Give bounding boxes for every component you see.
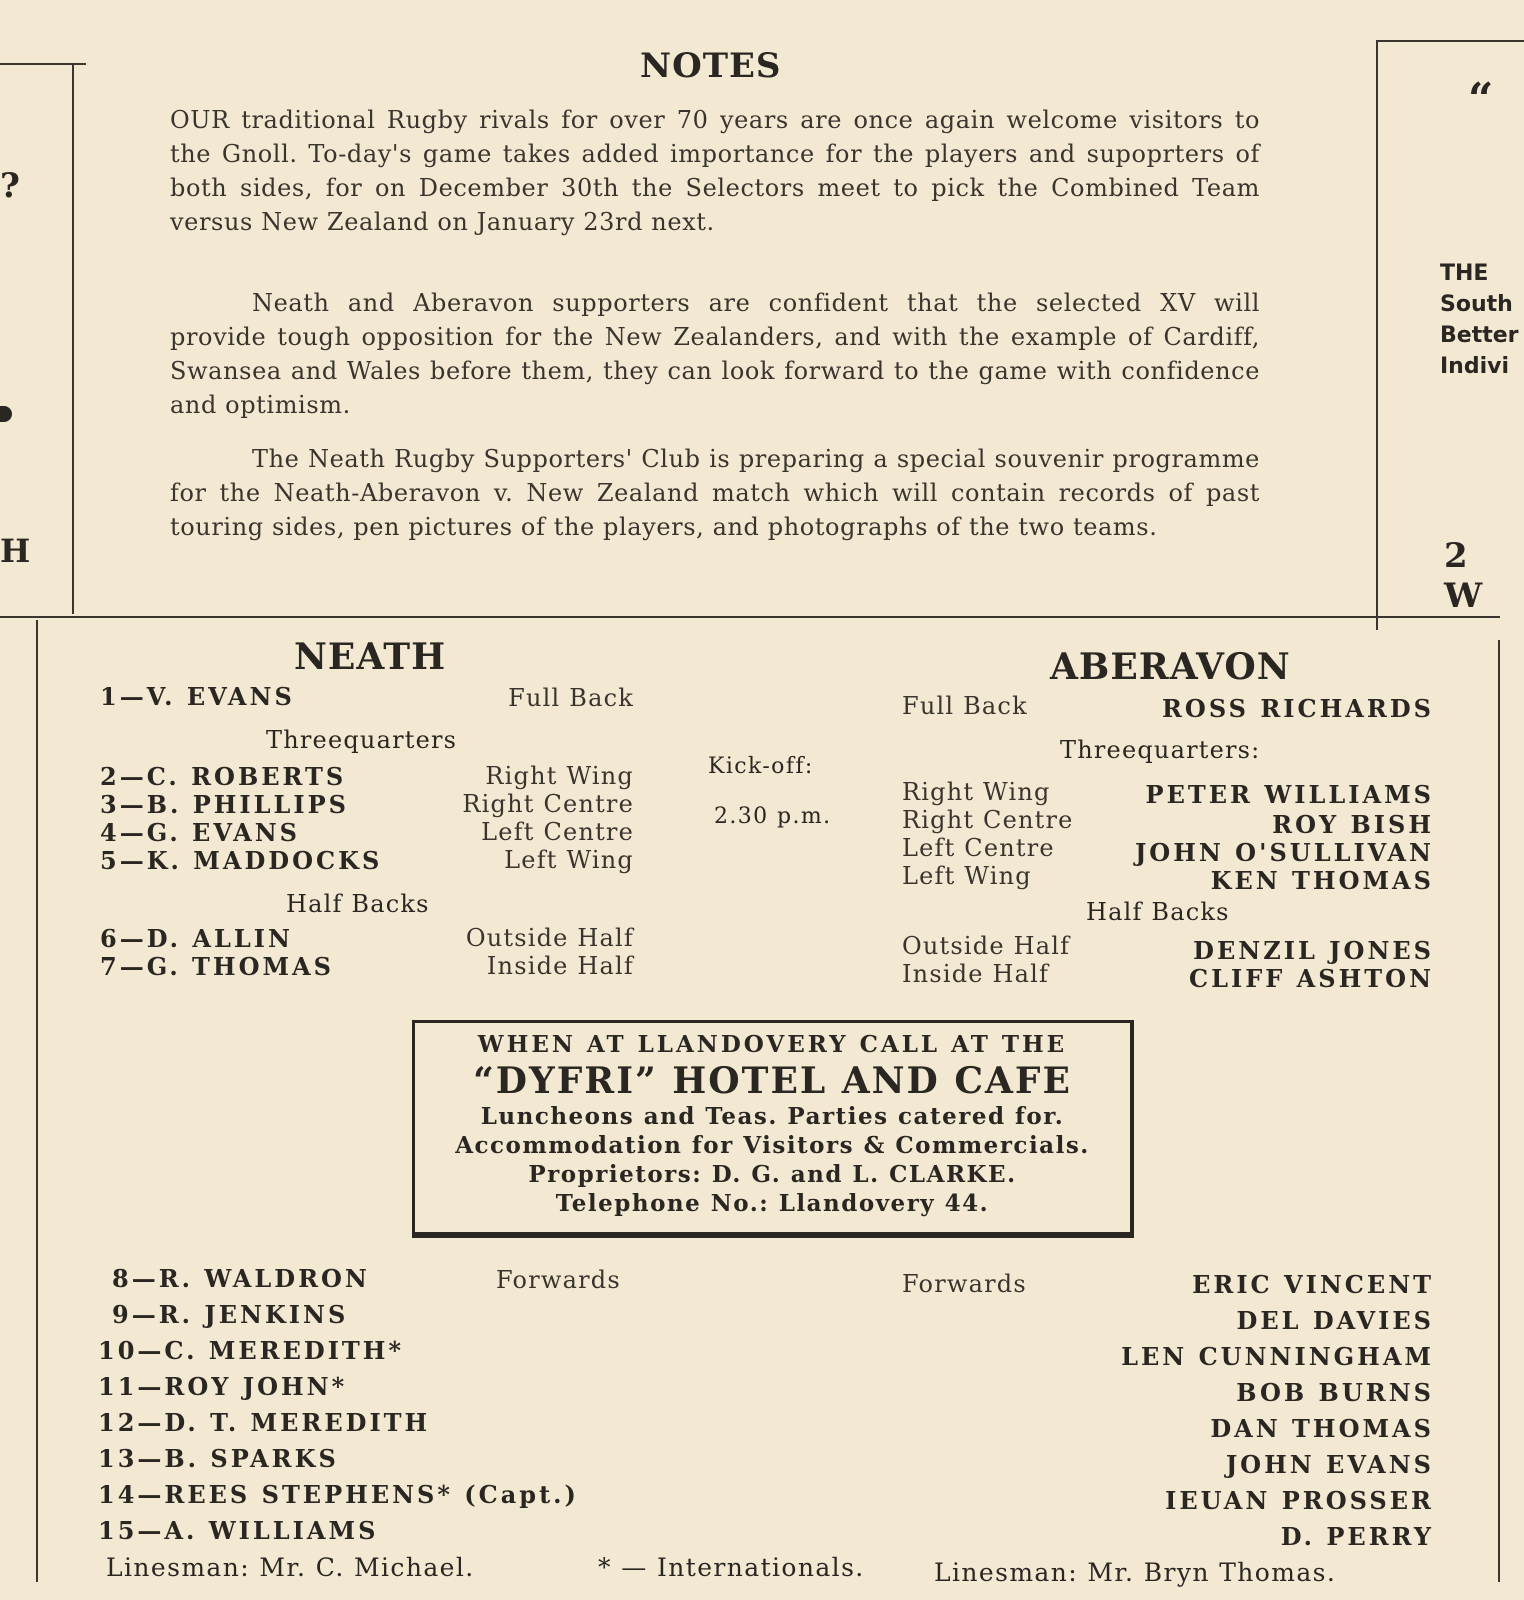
neath-linesman: Linesman: Mr. C. Michael.: [106, 1553, 475, 1582]
right-fragment-line-1: THE: [1440, 261, 1489, 286]
aberavon-forward-5: DAN THOMAS: [1210, 1414, 1434, 1443]
neath-threequarter-name-2: 3—B. PHILLIPS: [100, 790, 349, 819]
neath-forward-2: 9—R. JENKINS: [112, 1300, 349, 1329]
neath-threequarters-label: Threequarters: [266, 726, 458, 754]
right-fragment-line-2: South: [1440, 292, 1513, 317]
advert-line-4: Accommodation for Visitors & Commercials.: [455, 1132, 1090, 1159]
neath-forwards-label: Forwards: [496, 1266, 621, 1294]
aberavon-half-backs-label: Half Backs: [1086, 898, 1230, 926]
aberavon-fullback-position: Full Back: [902, 692, 1028, 720]
aberavon-threequarter-name-2: ROY BISH: [1272, 810, 1434, 839]
neath-fullback-position: Full Back: [508, 684, 634, 712]
neath-threequarter-position-1: Right Wing: [485, 762, 634, 790]
neath-fullback-name: 1—V. EVANS: [100, 682, 295, 711]
neath-half-backs-label: Half Backs: [286, 890, 430, 918]
aberavon-forward-7: IEUAN PROSSER: [1165, 1486, 1434, 1515]
left-fragment-question: ?: [0, 166, 20, 206]
neath-forward-3: 10—C. MEREDITH*: [98, 1336, 405, 1365]
aberavon-half-back-name-2: CLIFF ASHTON: [1189, 964, 1434, 993]
advert-line-1: WHEN AT LLANDOVERY CALL AT THE: [477, 1031, 1068, 1058]
aberavon-threequarters-label: Threequarters:: [1060, 736, 1261, 764]
aberavon-title: ABERAVON: [1050, 646, 1291, 688]
aberavon-threequarter-position-3: Left Centre: [902, 834, 1055, 862]
aberavon-forwards-label: Forwards: [902, 1270, 1027, 1298]
notes-paragraph-2: Neath and Aberavon supporters are confident that the selected XV will provide tough opposition for the New Zealanders, and with the example of Cardiff, Swansea and Wales before them, they can look forward to the game with confidence and optimism.: [170, 289, 1260, 419]
aberavon-forward-3: LEN CUNNINGHAM: [1121, 1342, 1434, 1371]
neath-half-back-name-1: 6—D. ALLIN: [100, 924, 293, 953]
aberavon-threequarter-name-3: JOHN O'SULLIVAN: [1134, 838, 1434, 867]
aberavon-forward-1: ERIC VINCENT: [1192, 1270, 1434, 1299]
notes-bottom-rule: [0, 616, 1500, 618]
aberavon-threequarter-name-4: KEN THOMAS: [1210, 866, 1434, 895]
teams-left-rule: [36, 620, 38, 1582]
aberavon-threequarter-name-1: PETER WILLIAMS: [1145, 780, 1434, 809]
aberavon-fullback-name: ROSS RICHARDS: [1161, 694, 1434, 723]
teams-right-rule: [1498, 640, 1500, 1582]
right-fragment-line-4: Indivi: [1440, 354, 1510, 379]
neath-threequarter-name-3: 4—G. EVANS: [100, 818, 300, 847]
aberavon-threequarter-position-1: Right Wing: [902, 778, 1051, 806]
notes-paragraph-3: The Neath Rugby Supporters' Club is preparing a special souvenir programme for the Neath-Aberavon v. New Zealand match which will contain records of past touring sides, pen pictures of the players, and photographs of the two teams.: [170, 445, 1260, 541]
right-fragment-line-3: Better: [1440, 323, 1519, 348]
neath-threequarter-position-3: Left Centre: [481, 818, 634, 846]
right-fragment-quote: “: [1468, 74, 1494, 125]
kickoff-label: Kick-off:: [708, 754, 814, 779]
left-fragment-letter: H: [0, 532, 31, 570]
neath-title: NEATH: [294, 636, 447, 678]
aberavon-threequarter-position-4: Left Wing: [902, 862, 1032, 890]
neath-threequarter-name-1: 2—C. ROBERTS: [100, 762, 347, 791]
notes-left-rule: [72, 64, 74, 614]
dyfri-hotel-advert: [412, 1020, 1134, 1238]
aberavon-threequarter-position-2: Right Centre: [902, 806, 1074, 834]
aberavon-forward-4: BOB BURNS: [1236, 1378, 1434, 1407]
aberavon-half-back-position-2: Inside Half: [902, 960, 1050, 988]
right-fragment-bottom: 2 W: [1444, 536, 1491, 616]
neath-half-back-name-2: 7—G. THOMAS: [100, 952, 335, 981]
left-fragment-dot: [0, 406, 12, 422]
neath-forward-4: 11—ROY JOHN*: [98, 1372, 348, 1401]
notes-right-rule: [1376, 40, 1378, 630]
neath-threequarter-position-2: Right Centre: [462, 790, 634, 818]
right-box-top-rule: [1376, 40, 1524, 42]
neath-forward-7: 14—REES STEPHENS* (Capt.): [98, 1480, 579, 1509]
aberavon-half-back-name-1: DENZIL JONES: [1193, 936, 1434, 965]
kickoff-time: 2.30 p.m.: [714, 804, 832, 829]
neath-half-back-position-2: Inside Half: [486, 952, 634, 980]
neath-threequarter-position-4: Left Wing: [504, 846, 634, 874]
aberavon-forward-8: D. PERRY: [1280, 1522, 1434, 1551]
neath-threequarter-name-4: 5—K. MADDOCKS: [100, 846, 383, 875]
notes-paragraph-1: OUR traditional Rugby rivals for over 70 years are once again welcome visitors to the Gnoll. To-day's game takes added importance for the players and supoprters of both sides, for on December 30th the Selectors meet to pick the Combined Team versus New Zealand on January 23rd next.: [170, 106, 1260, 236]
aberavon-forward-2: DEL DAVIES: [1236, 1306, 1434, 1335]
neath-forward-8: 15—A. WILLIAMS: [98, 1516, 379, 1545]
aberavon-linesman: Linesman: Mr. Bryn Thomas.: [934, 1558, 1337, 1587]
neath-half-back-position-1: Outside Half: [465, 924, 634, 952]
aberavon-forward-6: JOHN EVANS: [1225, 1450, 1434, 1479]
notes-title: NOTES: [640, 46, 782, 86]
aberavon-half-back-position-1: Outside Half: [902, 932, 1071, 960]
advert-line-3: Luncheons and Teas. Parties catered for.: [480, 1103, 1065, 1130]
neath-forward-5: 12—D. T. MEREDITH: [98, 1408, 431, 1437]
advert-line-2: “DYFRI” HOTEL AND CAFE: [473, 1060, 1072, 1102]
advert-line-6: Telephone No.: Llandovery 44.: [555, 1190, 990, 1217]
internationals-key: * — Internationals.: [598, 1553, 865, 1582]
neath-forward-1: 8—R. WALDRON: [112, 1264, 370, 1293]
advert-line-5: Proprietors: D. G. and L. CLARKE.: [528, 1161, 1017, 1188]
neath-forward-6: 13—B. SPARKS: [98, 1444, 339, 1473]
